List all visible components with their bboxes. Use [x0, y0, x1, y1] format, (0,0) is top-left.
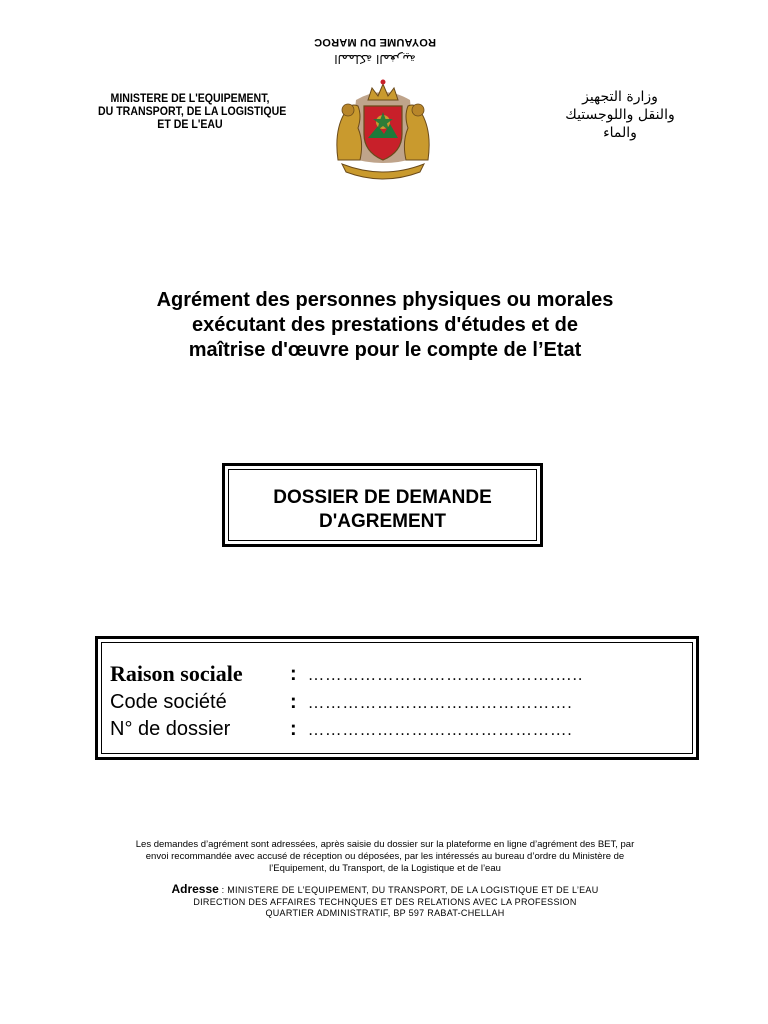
note-line: Les demandes d’agrément sont adressées, après saisie du dossier sur la plateforme en ligne d’agrément des BET, par: [135, 839, 635, 850]
submission-note: [90, 839, 680, 875]
ministry-ar-line: والماء: [603, 125, 637, 141]
note-line: l’Equipement, du Transport, de la Logistique et de l’eau: [269, 863, 501, 874]
field-colon: :: [290, 691, 297, 713]
address-first-line: [90, 884, 680, 897]
ministry-fr-line: MINISTERE DE L'EQUIPEMENT,: [110, 93, 270, 105]
ministry-fr-line: DU TRANSPORT, DE LA LOGISTIQUE: [98, 106, 287, 118]
dossier-title-line: D'AGREMENT: [319, 511, 446, 532]
address-block: [90, 884, 680, 920]
dossier-title: [225, 486, 540, 534]
kingdom-label-ar: المملكة المغربية: [334, 52, 416, 66]
code-societe-fill-line[interactable]: ……………………………………….: [308, 695, 573, 712]
ministry-name-ar: [520, 88, 720, 142]
document-title: [60, 288, 710, 363]
ministry-ar-line: والنقل واللوجستيك: [565, 107, 675, 123]
numero-dossier-row: [110, 716, 670, 742]
numero-dossier-label: N° de dossier: [110, 718, 231, 740]
emblem-crown: [368, 84, 398, 100]
address-label: Adresse: [171, 882, 219, 896]
field-colon: :: [290, 718, 297, 740]
emblem-ribbon: [342, 164, 424, 179]
ministry-name-fr: [98, 93, 287, 132]
raison-sociale-fill-line[interactable]: …………………………………….…..: [308, 667, 584, 684]
ministry-fr-line: ET DE L'EAU: [157, 119, 223, 131]
numero-dossier-fill-line[interactable]: ……………………………………….: [308, 722, 573, 739]
address-line: QUARTIER ADMINISTRATIF, BP 597 RABAT-CHELLAH: [265, 908, 505, 918]
code-societe-row: [110, 689, 670, 715]
field-colon: :: [290, 663, 297, 685]
address-line: DIRECTION DES AFFAIRES TECHNQUES ET DES RELATIONS AVEC LA PROFESSION: [193, 896, 577, 907]
note-line: envoi recommandée avec accusé de réception ou déposées, par les intéressés au bureau d’ordre du Ministère de: [145, 851, 625, 862]
title-line: exécutant des prestations d'études et de: [192, 314, 578, 336]
kingdom-label-fr: ROYAUME DU MAROC: [314, 36, 436, 48]
dossier-title-line: DOSSIER DE DEMANDE: [273, 487, 492, 508]
coat-of-arms-emblem: [328, 72, 438, 182]
title-line: maîtrise d'œuvre pour le compte de l’Etat: [188, 339, 582, 361]
code-societe-label: Code société: [110, 691, 227, 713]
raison-sociale-label: Raison sociale: [110, 661, 243, 686]
address-ministry: : MINISTERE DE L’EQUIPEMENT, DU TRANSPORT, DE LA LOGISTIQUE ET DE L’EAU: [218, 885, 599, 895]
applicant-info-box: [95, 636, 699, 760]
ministry-ar-line: وزارة التجهيز: [582, 89, 658, 105]
raison-sociale-row: [110, 661, 670, 687]
dossier-title-box: [222, 463, 543, 547]
title-line: Agrément des personnes physiques ou morales: [156, 289, 614, 311]
